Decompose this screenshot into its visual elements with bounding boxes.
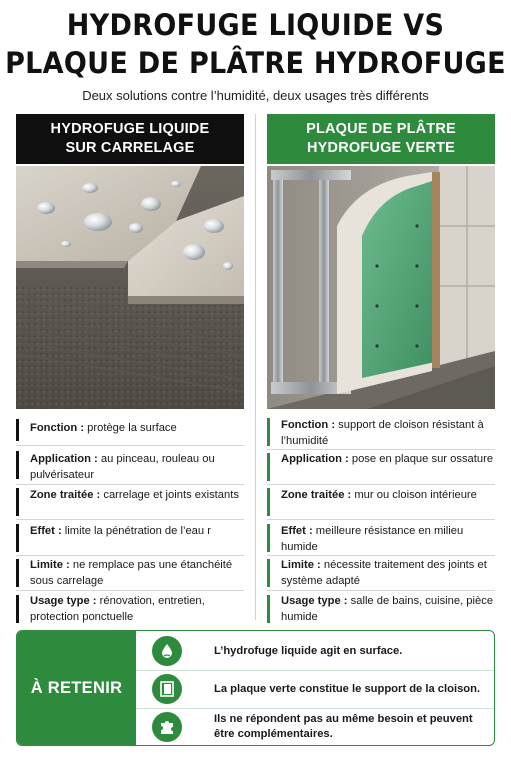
left-row-application [30,451,244,483]
left-row-bar [16,595,19,623]
row-text: protège la surface [84,422,177,434]
right-row-bar [267,595,270,623]
takeaway-row [136,708,494,746]
row-label: Effet : [281,525,313,537]
right-row-bar [267,524,270,552]
row-text: pose en plaque sur ossature [348,453,494,465]
left-row-bar [16,488,19,516]
water-drop-icon [152,636,182,666]
row-separator [267,555,495,556]
key-takeaways-box [16,630,495,746]
right-row-effect [281,523,495,555]
row-separator [16,484,244,485]
left-row-usage [30,593,244,625]
right-row-application [281,451,495,467]
right-row-bar [267,453,270,481]
right-row-zone [281,487,495,503]
row-label: Usage type : [281,595,348,607]
takeaway-row [136,632,494,670]
row-separator [16,590,244,591]
row-separator [267,590,495,591]
right-row-function [281,417,495,449]
right-heading-line-2: HYDROFUGE VERTE [306,140,455,156]
wall-panel-icon [152,674,182,704]
right-heading-line-1: PLAQUE DE PLÂTRE [306,121,456,137]
takeaway-row [136,670,494,708]
row-text: meilleure résistance en milieu humide [281,525,464,553]
row-label: Application : [281,453,349,465]
right-row-bar [267,488,270,516]
row-text: au pinceau, rouleau ou pulvérisateur [30,453,215,481]
right-column-heading [267,114,495,164]
row-separator [267,484,495,485]
row-separator [16,445,244,446]
green-plasterboard-image [267,166,495,409]
row-label: Fonction : [30,422,85,434]
left-row-bar [16,524,19,552]
left-row-bar [16,559,19,587]
column-divider [255,114,256,620]
row-text: carrelage et joints existants [100,489,239,501]
right-row-bar [267,559,270,587]
left-heading-line-2: SUR CARRELAGE [65,140,195,156]
takeaway-text: L’hydrofuge liquide agit en surface. [214,644,403,657]
row-label: Zone traitée : [281,489,352,501]
right-info-list [267,414,495,624]
row-text: ne remplace pas une étanchéité sous carrelage [30,559,233,587]
row-text: limite la pénétration de l’eau r [61,525,211,537]
row-label: Usage type : [30,595,97,607]
left-row-bar [16,451,19,479]
row-label: Limite : [281,559,321,571]
title-line-2: PLAQUE DE PLÂTRE HYDROFUGE [5,46,506,81]
row-text: rénovation, entretien, protection ponctuelle [30,595,205,623]
row-label: Application : [30,453,98,465]
title-line-1: HYDROFUGE LIQUIDE VS [66,8,445,43]
row-text: nécessite traitement des joints et système adapté [281,559,487,587]
row-label: Zone traitée : [30,489,101,501]
row-label: Limite : [30,559,70,571]
row-label: Fonction : [281,419,336,431]
row-separator [16,519,244,520]
left-info-list [16,414,244,624]
takeaway-text: La plaque verte constitue le support de la cloison. [214,682,481,695]
takeaway-text: Ils ne répondent pas au même besoin et peuvent être complémentaires. [214,713,473,740]
left-row-zone [30,487,244,503]
row-separator [267,519,495,520]
row-text: salle de bains, cuisine, pièce humide [281,595,494,623]
subtitle: Deux solutions contre l’humidité, deux usages très différents [82,88,429,103]
left-heading-line-1: HYDROFUGE LIQUIDE [50,121,210,137]
left-row-bar [16,419,19,441]
left-row-limit [30,557,244,589]
row-separator [267,449,495,450]
key-takeaways-title: À RETENIR [17,631,136,745]
tile-water-droplets-image [16,166,244,409]
row-separator [16,555,244,556]
right-row-bar [267,418,270,446]
left-column-heading [16,114,244,164]
left-row-function [30,420,244,436]
left-row-effect [30,523,244,539]
row-label: Effet : [30,525,62,537]
right-row-usage [281,593,495,625]
row-text: mur ou cloison intérieure [351,489,477,501]
puzzle-icon [152,712,182,742]
row-text: support de cloison résistant à l’humidité [281,419,484,447]
right-row-limit [281,557,495,589]
